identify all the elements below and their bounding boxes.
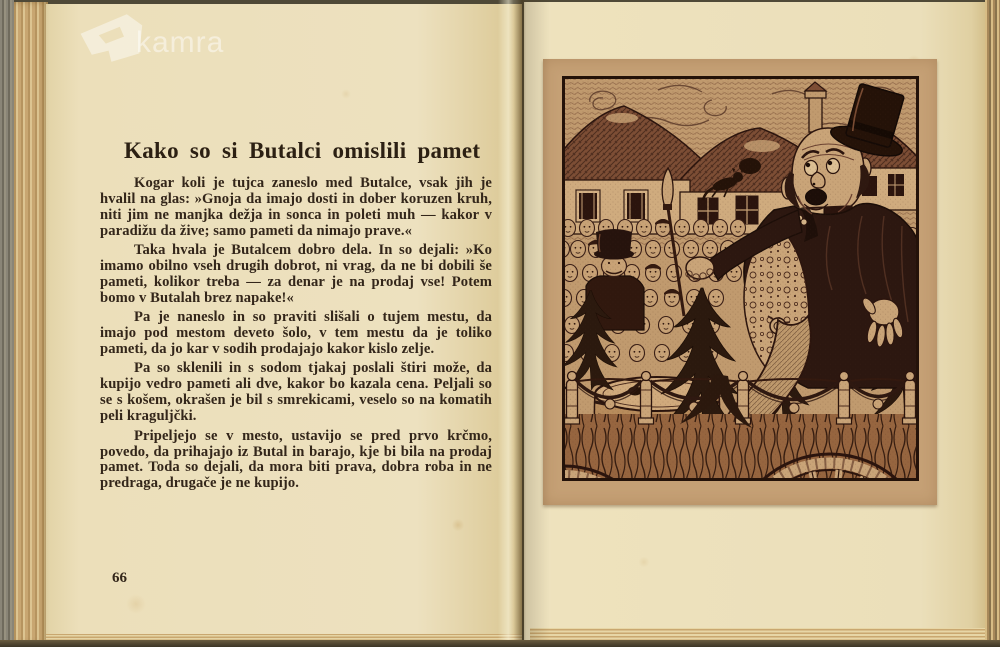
illustration-plate — [543, 59, 937, 505]
butalci-illustration — [562, 76, 919, 481]
watermark-label: kamra — [136, 26, 225, 59]
book-right-edge — [985, 0, 1000, 647]
page-number: 66 — [112, 570, 127, 586]
left-page — [46, 4, 522, 641]
body-text — [100, 176, 492, 496]
book-bottom-edge — [0, 640, 1000, 647]
book-cover-left-edge — [0, 0, 14, 647]
paragraph: Pa so sklenili in s sodom tjakaj poslali štiri može, da kupijo vedro pameti ali dve, kakor bo kazala cena. Peljali so se s košem, okrašen je bil s smrekicami, veselo so na komatih peli kraguljčki. — [100, 360, 492, 425]
paragraph: Taka hvala je Butalcem dobro dela. In so dejali: »Ko imamo obilno vseh drugih dobrot, ni vrag, da ne bi dobili še pameti, kolikor treba — za denar je na prodaj vse! Potem bomo v Butalah brez napake!« — [100, 242, 492, 306]
right-page — [524, 2, 985, 641]
paragraph: Kogar koli je tujca zaneslo med Butalce, vsak jih je hvalil na glas: »Gnoja da imajo dosti in dober koruzen kruh, niti jim ne manjka dežja in sonca in poleti muh — kakor v paradižu da žive; samo pameti da nimajo prave.« — [100, 175, 492, 239]
left-page-stack-edge — [14, 2, 48, 644]
paragraph: Pripeljejo se v mesto, ustavijo se pred prvo krčmo, povedo, da prihajajo iz Butal in barajo, kje bi bila na prodaj pamet. Toda so dejali, da mora biti prava, dobra roba in ne predraga, drugače je ne kupijo. — [100, 427, 492, 492]
chapter-title: Kako so si Butalci omislili pamet — [124, 138, 481, 163]
kamra-watermark — [72, 10, 224, 66]
paragraph: Pa je naneslo in so praviti slišali o tujem mestu, da imajo pod mestom deveto šolo, v tem mestu da je toliko pameti, da jo kar v sodih prodajajo kakor kislo zelje. — [100, 309, 492, 358]
